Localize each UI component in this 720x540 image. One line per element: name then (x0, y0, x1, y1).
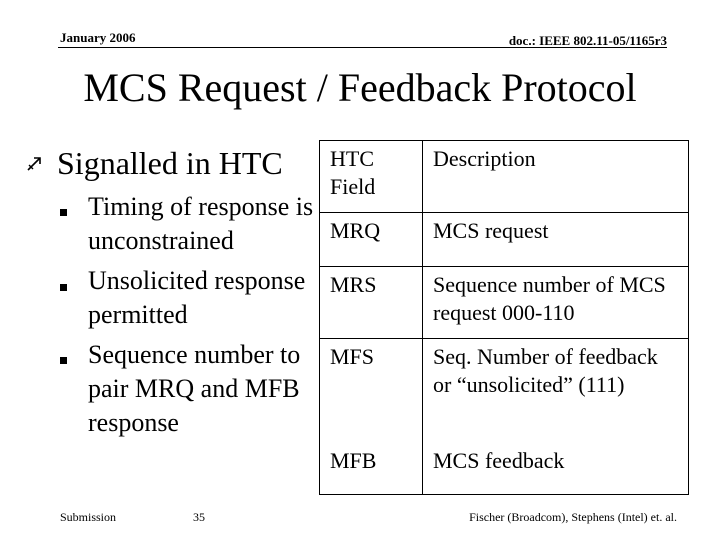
cell-field: MFB (320, 443, 423, 495)
table-row (320, 213, 689, 267)
bullet-signalled-in-htc: Signalled in HTC (57, 145, 283, 181)
table-row (320, 443, 689, 495)
cell-field: MFS (320, 339, 423, 443)
square-bullet-icon (60, 209, 67, 216)
bullet-list (0, 0, 330, 540)
htc-field-table (319, 140, 689, 495)
cell-description: Seq. Number of feedback or “unsolicited” (111) (423, 339, 689, 443)
header-date: January 2006 (60, 30, 136, 45)
cell-field: MRS (320, 267, 423, 339)
cell-description: MCS request (423, 213, 689, 267)
arrow-bullet-icon (26, 153, 44, 177)
cell-description: Sequence number of MCS request 000-110 (423, 267, 689, 339)
table-header-row (320, 141, 689, 213)
footer-submission: Submission (60, 510, 117, 524)
subbullet-timing: Timing of response is unconstrained (88, 192, 314, 255)
table-row (320, 267, 689, 339)
subbullet-sequence-number: Sequence number to pair MRQ and MFB response (88, 340, 301, 437)
square-bullet-icon (60, 357, 67, 364)
subbullet-unsolicited: Unsolicited response permitted (88, 266, 306, 329)
cell-field: MRQ (320, 213, 423, 267)
slide-title: MCS Request / Feedback Protocol (83, 65, 637, 110)
footer-page-number: 35 (193, 510, 205, 524)
square-bullet-icon (60, 284, 67, 291)
table-row (320, 339, 689, 443)
header-description: Description (423, 141, 689, 213)
header-doc-id: doc.: IEEE 802.11-05/1165r3 (508, 33, 667, 48)
header-htc-field: HTC Field (320, 141, 423, 213)
cell-description: MCS feedback (423, 443, 689, 495)
footer-authors: Fischer (Broadcom), Stephens (Intel) et. al. (469, 510, 677, 524)
